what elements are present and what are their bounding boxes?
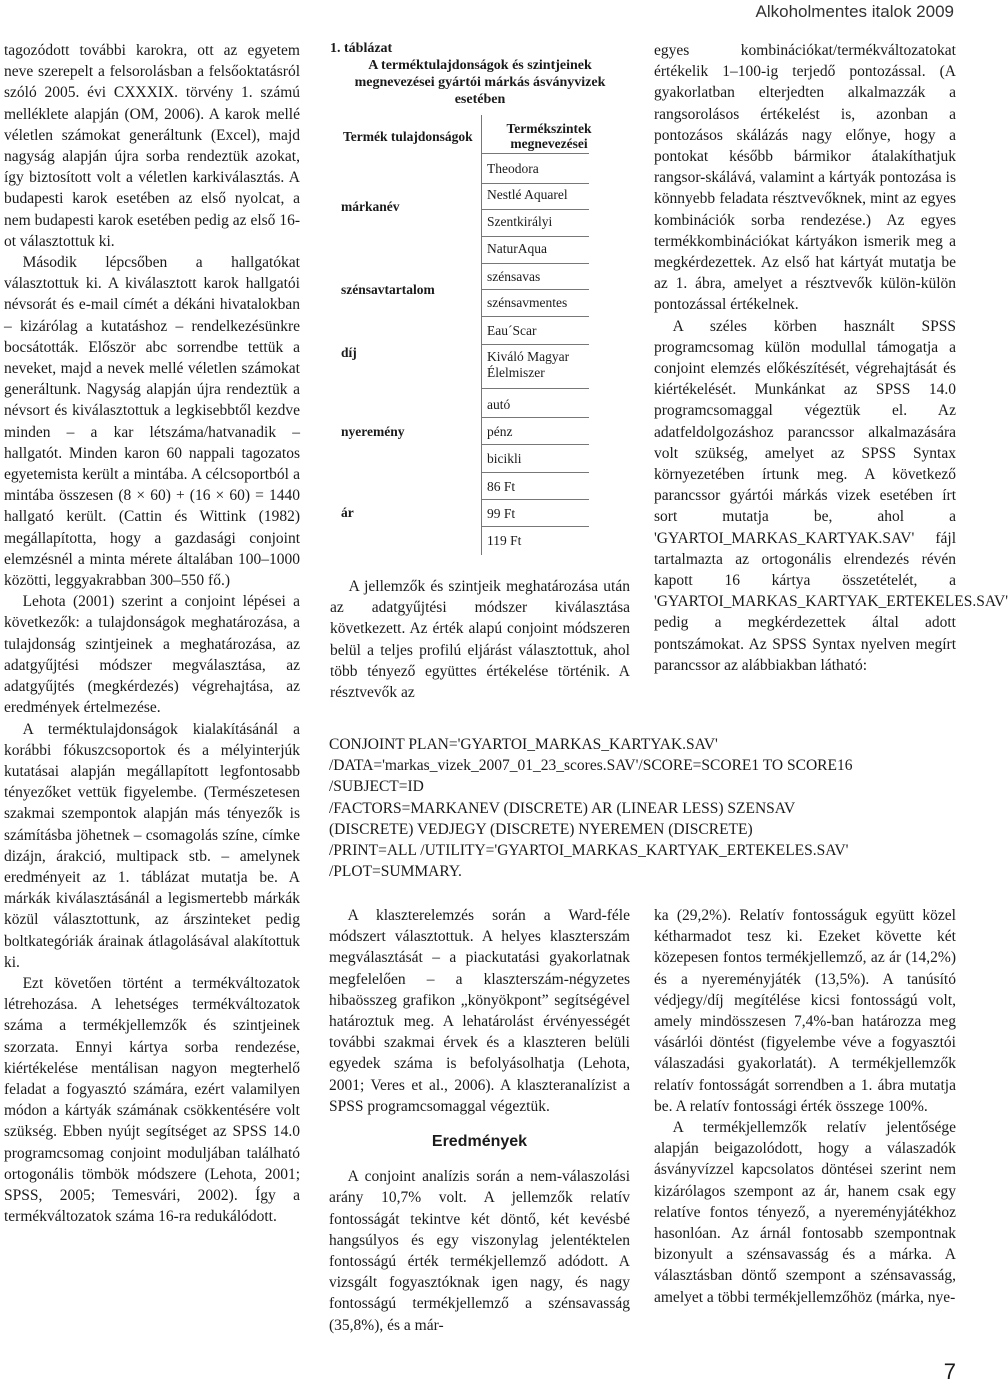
level-cell: 119 Ft [487, 533, 522, 548]
paragraph: A széles körben használt SPSS programcsomag külön modullal támogatja a conjoint elemzés előkészítését, végrehajtását és kiértékelését. Munkánkat az SPSS 14.0 programcsomaggal végeztük el. Az adatfeldolgozáshoz parancssor alkalmazására volt szükség, amelyet az SPSS Syntax környezetében írtunk meg. A következő parancssor gyártói márkás vizek esetében írt sort mutatja be, ahol a 'GYARTOI_MARKAS_KARTYAK.SAV' fájl tartalmazta az ortogonális elrendezés révén kapott 16 kártya összetételét, a 'GYARTOI_MARKAS_KARTYAK_ERTEKELES.SAV' pedig a megkérdezettek által adott pontszámokat. Az SPSS Syntax nyelven megírt parancssor az alábbiakban látható: [654, 317, 1008, 674]
spss-syntax-block [329, 734, 957, 882]
table-header-levels: Termékszintek megnevezései [506, 121, 592, 151]
row-separator [481, 236, 589, 237]
row-separator [481, 344, 589, 345]
paragraph: ka (29,2%). Relatív fontosságuk együtt közel kétharmadot tesz ki. Ezeket követte két közepesen fontos termékjellemző, az ár (14,2%) és a nyereményjáték (13,5%). A tanúsító védjegy/díj megítélése kicsi fontosságú volt, amely mindösszesen 7,4%-ban határozza meg vásárlói döntést (figyelembe véve a fogyasztói válaszadási gyakorlatát). A termékjellemzők relatív fontosságát sorrendben a 1. ábra mutatja be. A relatív fontossági érték összege 100%. [654, 907, 956, 1115]
row-separator [481, 417, 589, 418]
property-table [333, 115, 603, 555]
row-separator [481, 153, 589, 154]
row-separator [481, 388, 589, 389]
paragraph: A termékjellemzők relatív jelentősége alapján beigazolódott, hogy a válaszadók ásványvízzel kapcsolatos döntései szerint nem kizárólagos szempont az ár, hanem csak egy relatíve fontos tényező, a nyereményjátékhoz hasonlóan. Az árnál fontosabb szempontnak bizonyult a szénsavasság és a márka. A választásban döntő szempont a szénsavasság, amelyet a többi termékjellemzőhöz (márka, nye- [654, 1119, 956, 1306]
table-caption-block [330, 40, 630, 108]
level-cell: NaturAqua [487, 241, 547, 256]
syntax-line: (DISCRETE) VEDJEGY (DISCRETE) NYEREMEN (DISCRETE) [329, 820, 753, 838]
level-cell: 99 Ft [487, 506, 516, 521]
level-cell: Theodora [487, 161, 539, 176]
section-heading-results: Eredmények [431, 1133, 528, 1151]
paragraph: Ezt követően történt a termékváltozatok létrehozása. A lehetséges termékváltozatok száma a termékjellemzők és szintjeinek szorzata. Ennyi kártya sorba rendezése, kiértékelése mentálisan nagyon megterhelő feladat a fogyasztó számára, ezért valamilyen módon a kártyák számának csökkentésére volt szükség. Ebben nyújt segítséget az SPSS 14.0 programcsomag conjoint moduljában található ortogonális tömbök módszere (Lehota, 2001; SPSS, 2005; Temesvári, 2002). Így a termékváltozatok száma 16-ra redukálódott. [4, 974, 300, 1226]
paragraph: A terméktulajdonságok kialakításánál a korábbi fókuszcsoportok és a mélyinterjúk kutatásai alapján megállapított legfontosabb tényezőket vettük figyelembe. (Természetesen szakmai szempontok alapján más tényezők is számításba jöhetnek – csomagolás színe, címke dizájn, árakció, multipack stb. – amelynek eredményeit az 1. táblázat mutatja be. A márkák kiválasztásánál a legismertebb márkák közül választottunk, az árszinteket pedig boltkategóriák árainak átlagolásával alakítottuk ki. [4, 720, 300, 971]
syntax-line: /PLOT=SUMMARY. [329, 863, 462, 881]
row-separator [481, 499, 589, 500]
row-separator [481, 472, 589, 473]
running-head: Alkoholmentes italok 2009 [755, 2, 954, 21]
syntax-line: /DATA='markas_vizek_2007_01_23_scores.SAV'/SCORE=SCORE1 TO SCORE16 [329, 757, 853, 775]
right-column-bottom [654, 905, 956, 1308]
row-separator [481, 263, 589, 264]
row-separator [481, 444, 589, 445]
paragraph: egyes kombinációkat/termékváltozatokat értékelik 1–100-ig terjedő pontozással. (A gyakorlatban elterjedten alkalmazzák a rangsorolásos értékelést is, azonban a pontozásos skálázás nagy előnye, hogy a pontokat később bármikor átalakíthatjuk rangsor-skálává, valamint a kártyák pontozása is könnyebb feladata résztvevőknek, mint az egyes kombinációk sorba rendezése.) Az egyes termékkombinációkat kártyákon ismerik meg a megkérdezettek. Az első hat kártyát mutatja be az 1. ábra, amelyet a résztvevők külön-külön pontozással értékelnek. [654, 42, 956, 314]
syntax-line: /FACTORS=MARKANEV (DISCRETE) AR (LINEAR LESS) SZENSAV [329, 799, 796, 817]
paragraph: A conjoint analízis során a nem-válaszolási arány 10,7% volt. A jellemzők relatív fontosságát tekintve két döntő, két kevésbé hangsúlyos és egy viszonylag jelentéktelen fontosságú érték termékjellemző adódott. A vizsgált fogyasztóknak igen nagy, és nagy fontosságú termékjellemző a szénsavasság (35,8%), és a már- [329, 1168, 630, 1334]
category-price: ár [341, 505, 354, 520]
row-separator [481, 183, 589, 184]
row-separator [481, 526, 589, 527]
table-caption: A terméktulajdonságok és szintjeinek megnevezései gyártói márkás ásványvizek esetében [354, 58, 606, 107]
syntax-line: /PRINT=ALL /UTILITY='GYARTOI_MARKAS_KARTYAK_ERTEKELES.SAV' [329, 842, 849, 860]
middle-column-bottom [329, 905, 630, 1336]
paragraph: Lehota (2001) szerint a conjoint lépései a következők: a tulajdonságok meghatározása, a tulajdonság szintjeinek a meghatározása, az adatgyűjtési módszer megválasztása, az adatgyűjtés (megkérdezés) végrehajtása, az eredmények értelmezése. [4, 593, 300, 717]
level-cell: pénz [487, 424, 513, 439]
level-cell: 86 Ft [487, 479, 516, 494]
syntax-line: CONJOINT PLAN='GYARTOI_MARKAS_KARTYAK.SAV' [329, 736, 718, 753]
level-cell: szénsavas [487, 269, 541, 284]
table-divider [481, 115, 482, 555]
page-number: 7 [943, 1359, 956, 1384]
table-label: 1. táblázat [330, 41, 393, 56]
level-cell: Eau´Scar [487, 323, 537, 338]
category-prize: nyeremény [341, 424, 405, 439]
syntax-line: /SUBJECT=ID [329, 778, 424, 796]
level-cell: Nestlé Aquarel [487, 187, 568, 202]
category-brand: márkanév [341, 199, 400, 214]
level-cell: autó [487, 397, 511, 412]
category-award: díj [341, 345, 357, 360]
paragraph: Második lépcsőben a hallgatókat választottuk ki. A kiválasztott karok hallgatói névsorát és e-mail címét a dékáni hivatalokban – kizárólag a kutatáshoz – rendelkezésünkre bocsátották. Először abc sorrendbe tettük a neveket, majd a nevek mellé véletlen számokat generáltunk. Nagyság alapján újra rendeztük a névsort és kiválasztottuk a legkisebbtől kezdve minden – a kar létszáma/hatvanadik – hallgatót. Minden karon 60 nappali tagozatos egyetemista került a mintába. A célcsoportból a mintába összesen (8 × 60) + (16 × 60) = 1440 hallgató került. (Cattin és Wittink (1982) megállapította, hogy a gazdasági conjoint elemzésnél a minta mérete általában 100–1000 közötti, leggyakrabban 300–550 fő.) [4, 254, 300, 590]
row-separator [481, 316, 589, 317]
level-cell: bicikli [487, 451, 522, 466]
paragraph: tagozódott további karokra, ott az egyetem neve szerepelt a felsorolásban a felsőoktatásról szóló 2005. évi CXXXIX. törvény 1. számú melléklete alapján (OM, 2006). A karok mellé véletlen számokat generáltunk (Excel), majd nagyság alapján újra sorba rendeztük azokat, így biztosított volt a véletlen karkiválasztás. A budapesti karok esetében az első nyolcat, a nem budapesti karok esetében pedig az első 16-ot választottuk ki. [4, 42, 300, 250]
row-separator [481, 289, 589, 290]
right-column-top [654, 40, 1008, 676]
level-cell: Szentkirályi [487, 214, 553, 229]
left-column [4, 40, 300, 1227]
table-header-property: Termék tulajdonságok [343, 129, 473, 144]
category-carbonation: szénsavtartalom [341, 282, 435, 297]
middle-column-text [330, 576, 630, 703]
paragraph: A jellemzők és szintjeik meghatározása után az adatgyűjtési módszer kiválasztása következett. Az érték alapú conjoint módszeren belül a teljes profilú eljárást választottuk, ahol több tényező együttes értékelése történik. A résztvevők az [330, 578, 630, 702]
row-separator [481, 209, 589, 210]
level-cell: szénsavmentes [487, 295, 568, 310]
level-cell: Kiváló Magyar Élelmiszer [487, 349, 570, 380]
paragraph: A klaszterelemzés során a Ward-féle módszert választottuk. A helyes klaszterszám megválasztását – a piackutatási gyakorlatnak megfelelően – a klaszterszám-négyzetes hibaösszeg grafikon „könyökpont” segítségével határoztuk meg. A lehatárolást érvényességét további szakmai érvek és a klaszteren belüli egyedek száma is befolyásolhatja (Lehota, 2001; Veres et al., 2006). A klaszteranalízist a SPSS programcsomaggal végeztük. [329, 907, 630, 1115]
